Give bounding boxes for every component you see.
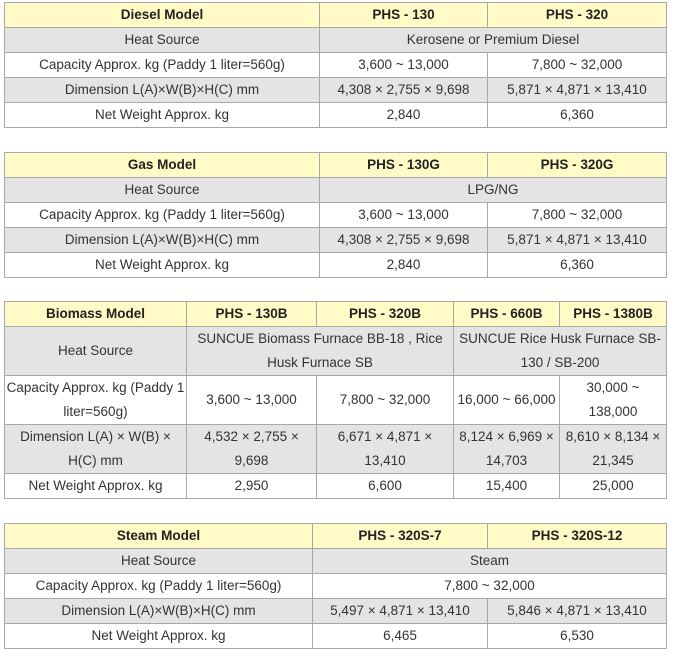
- model-name: PHS - 1380B: [560, 302, 667, 327]
- biomass-spec-table: [4, 301, 667, 499]
- cell-value: 6,360: [488, 253, 667, 278]
- table-row: [5, 203, 667, 228]
- row-label: Capacity Approx. kg (Paddy 1 liter=560g): [5, 574, 313, 599]
- table-row: [5, 103, 667, 128]
- row-label: Net Weight Approx. kg: [5, 474, 187, 499]
- cell-value: 16,000 ~ 66,000: [454, 376, 560, 425]
- cell-value: 25,000: [560, 474, 667, 499]
- cell-value: 5,497 × 4,871 × 13,410: [313, 599, 488, 624]
- cell-value: 3,600 ~ 13,000: [320, 53, 488, 78]
- cell-value: 8,610 × 8,134 × 21,345: [560, 425, 667, 474]
- table-header-row: [5, 153, 667, 178]
- cell-value: 6,360: [488, 103, 667, 128]
- cell-value: 2,950: [187, 474, 317, 499]
- cell-value: 7,800 ~ 32,000: [488, 203, 667, 228]
- model-name: PHS - 130G: [320, 153, 488, 178]
- model-name: PHS - 320S-7: [313, 524, 488, 549]
- table-header-row: [5, 3, 667, 28]
- model-name: PHS - 320: [488, 3, 667, 28]
- table-row: [5, 178, 667, 203]
- cell-value: 3,600 ~ 13,000: [320, 203, 488, 228]
- cell-value: 7,800 ~ 32,000: [313, 574, 667, 599]
- row-label: Heat Source: [5, 178, 320, 203]
- model-name: PHS - 320S-12: [488, 524, 667, 549]
- cell-value: 15,400: [454, 474, 560, 499]
- gas-spec-table: [4, 152, 667, 278]
- table-row: [5, 549, 667, 574]
- cell-value: SUNCUE Rice Husk Furnace SB-130 / SB-200: [454, 327, 667, 376]
- cell-value: 6,671 × 4,871 × 13,410: [317, 425, 454, 474]
- cell-value: 6,465: [313, 624, 488, 649]
- diesel-spec-table: [4, 2, 667, 128]
- row-label: Heat Source: [5, 327, 187, 376]
- model-header: Biomass Model: [5, 302, 187, 327]
- cell-value: 5,846 × 4,871 × 13,410: [488, 599, 667, 624]
- row-label: Net Weight Approx. kg: [5, 624, 313, 649]
- table-row: [5, 253, 667, 278]
- table-row: [5, 78, 667, 103]
- row-label: Heat Source: [5, 549, 313, 574]
- table-row: [5, 599, 667, 624]
- cell-value: 4,308 × 2,755 × 9,698: [320, 228, 488, 253]
- model-name: PHS - 130: [320, 3, 488, 28]
- row-label: Dimension L(A)×W(B)×H(C) mm: [5, 599, 313, 624]
- table-header-row: [5, 302, 667, 327]
- model-header: Diesel Model: [5, 3, 320, 28]
- model-header: Steam Model: [5, 524, 313, 549]
- model-header: Gas Model: [5, 153, 320, 178]
- row-label: Dimension L(A)×W(B)×H(C) mm: [5, 228, 320, 253]
- table-row: [5, 574, 667, 599]
- cell-value: 4,532 × 2,755 × 9,698: [187, 425, 317, 474]
- table-row: [5, 624, 667, 649]
- row-label: Net Weight Approx. kg: [5, 103, 320, 128]
- model-name: PHS - 660B: [454, 302, 560, 327]
- table-row: [5, 327, 667, 376]
- model-name: PHS - 130B: [187, 302, 317, 327]
- cell-value: 2,840: [320, 103, 488, 128]
- table-row: [5, 376, 667, 425]
- cell-value: 7,800 ~ 32,000: [488, 53, 667, 78]
- cell-value: 5,871 × 4,871 × 13,410: [488, 78, 667, 103]
- row-label: Heat Source: [5, 28, 320, 53]
- model-name: PHS - 320G: [488, 153, 667, 178]
- row-label: Capacity Approx. kg (Paddy 1 liter=560g): [5, 376, 187, 425]
- cell-value: 5,871 × 4,871 × 13,410: [488, 228, 667, 253]
- row-label: Capacity Approx. kg (Paddy 1 liter=560g): [5, 203, 320, 228]
- cell-value: 6,600: [317, 474, 454, 499]
- cell-value: LPG/NG: [320, 178, 667, 203]
- cell-value: Kerosene or Premium Diesel: [320, 28, 667, 53]
- cell-value: 6,530: [488, 624, 667, 649]
- cell-value: 8,124 × 6,969 × 14,703: [454, 425, 560, 474]
- cell-value: 2,840: [320, 253, 488, 278]
- row-label: Dimension L(A) × W(B) × H(C) mm: [5, 425, 187, 474]
- cell-value: 4,308 × 2,755 × 9,698: [320, 78, 488, 103]
- table-row: [5, 228, 667, 253]
- model-name: PHS - 320B: [317, 302, 454, 327]
- table-row: [5, 474, 667, 499]
- steam-spec-table: [4, 523, 667, 649]
- table-row: [5, 28, 667, 53]
- cell-value: SUNCUE Biomass Furnace BB-18 , Rice Husk Furnace SB: [187, 327, 454, 376]
- row-label: Capacity Approx. kg (Paddy 1 liter=560g): [5, 53, 320, 78]
- table-row: [5, 425, 667, 474]
- row-label: Dimension L(A)×W(B)×H(C) mm: [5, 78, 320, 103]
- cell-value: 7,800 ~ 32,000: [317, 376, 454, 425]
- cell-value: 30,000 ~ 138,000: [560, 376, 667, 425]
- cell-value: Steam: [313, 549, 667, 574]
- table-row: [5, 53, 667, 78]
- table-header-row: [5, 524, 667, 549]
- row-label: Net Weight Approx. kg: [5, 253, 320, 278]
- cell-value: 3,600 ~ 13,000: [187, 376, 317, 425]
